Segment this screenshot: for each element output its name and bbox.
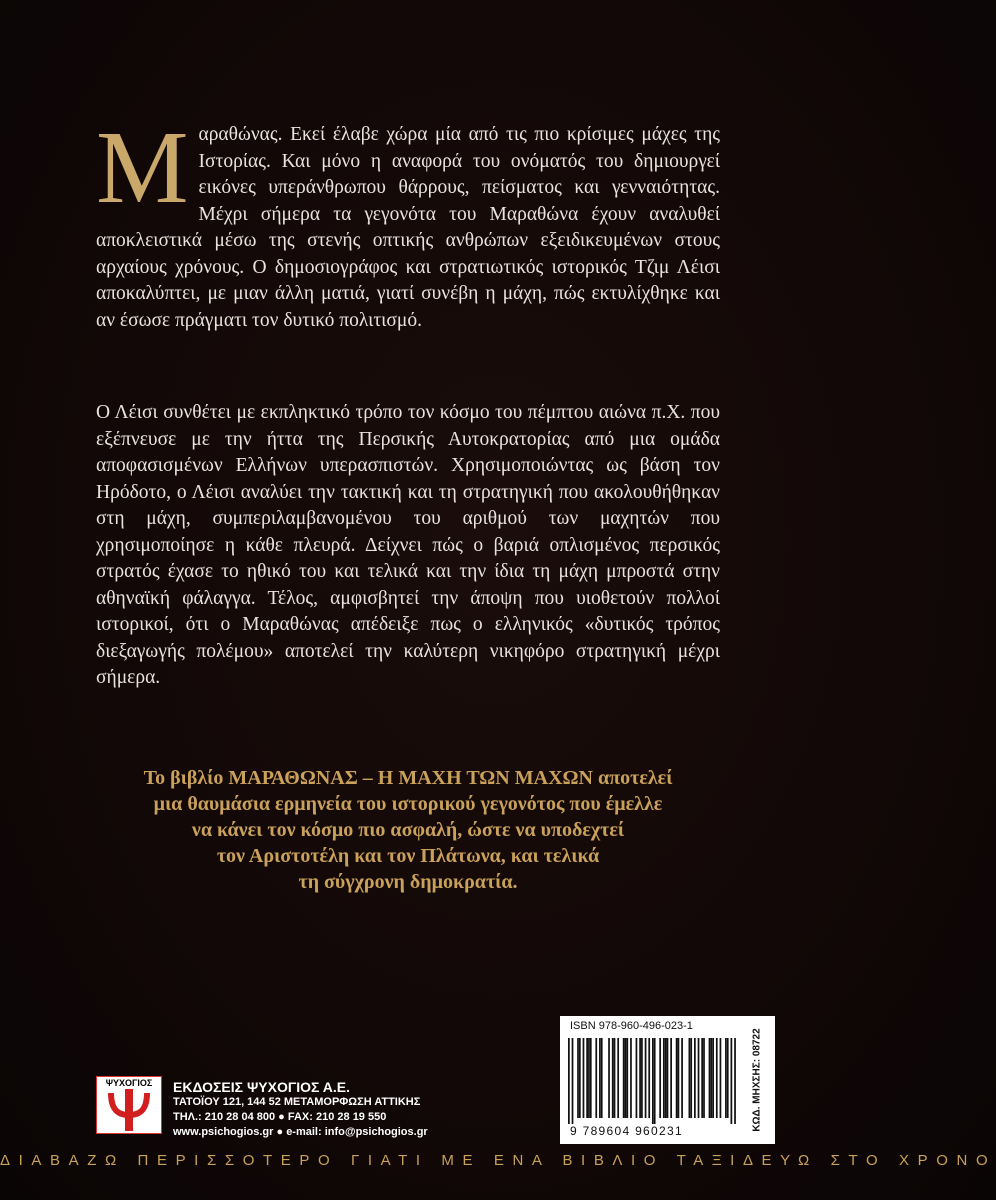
barcode-panel [560,1016,775,1144]
isbn-label: ISBN 978-960-496-023-1 [570,1020,693,1032]
series-tagline: ΔΙΑΒΑΖΩ ΠΕΡΙΣΣΟΤΕΡΟ ΓΙΑΤΙ ΜΕ ΕΝΑ ΒΙΒΛΙΟ ΤΑΞΙΔΕΥΩ ΣΤΟ ΧΡΟΝΟ [0,1152,996,1169]
product-code [744,1024,770,1136]
publisher-name: ΕΚΔΟΣΕΙΣ ΨΥΧΟΓΙΟΣ Α.Ε. [173,1079,351,1095]
highlight-line-1: Το βιβλίο ΜΑΡΑΘΩΝΑΣ – Η ΜΑΧΗ ΤΩΝ ΜΑΧΩΝ αποτελεί [143,767,673,789]
psi-icon [105,1089,153,1131]
publisher-logo [96,1076,162,1134]
highlight-line-3: να κάνει τον κόσμο πιο ασφαλή, ώστε να υποδεχτεί [191,819,625,841]
paragraph-1-text: αραθώνας. Εκεί έλαβε χώρα μία από τις πιο κρίσιμες μάχες της Ιστορίας. Και μόνο η αναφορά του ονόματός του δημιουργεί εικόνες υπεράνθρωπου θάρρους, πείσματος και γενναιότητας. Μέχρι σήμερα τα γεγονότα του Μαραθώνα έχουν αναλυθεί αποκλειστικά μέσω της στενής οπτικής ανθρώπων εξειδικευμένων στους αρχαίους χρόνους. Ο δημοσιογράφος και στρατιωτικός ιστορικός Τζιμ Λέισι αποκαλύπτει, με μιαν άλλη ματιά, γιατί συνέβη η μάχη, πώς εκτυλίχθηκε και αν έσωσε πράγματι τον δυτικό πολιτισμό. [96,124,720,331]
description-paragraph-1 [96,110,720,334]
barcode-icon [568,1038,736,1124]
logo-text: ΨΥΧΟΓΙΟΣ [105,1078,153,1088]
description-paragraph-2: Ο Λέισι συνθέτει με εκπληκτικό τρόπο τον κόσμο του πέμπτου αιώνα π.Χ. που εξέπνευσε με την ήττα της Περσικής Αυτοκρατορίας από μια ομάδα αποφασισμένων Ελλήνων υπερασπιστών. Χρησιμοποιώντας ως βάση τον Ηρόδοτο, ο Λέισι αναλύει την τακτική και τη στρατηγική που ακολουθήθηκαν στη μάχη, συμπεριλαμβανομένου του αριθμού των μαχητών που χρησιμοποίησε η κάθε πλευρά. Δείχνει πώς ο βαριά οπλισμένος περσικός στρατός έχασε το ηθικό του και τελικά και την ίδια τη μάχη μπροστά στην αθηναϊκή φάλαγγα. Τέλος, αμφισβητεί την άποψη που υιοθετούν πολλοί ιστορικοί, ότι ο Μαραθώνας απέδειξε πως ο ελληνικός «δυτικός τρόπος διεξαγωγής πολέμου» αποτελεί την καλύτερη νικηφόρο στρατηγική μέχρι σήμερα. [96,402,720,688]
product-code-text: ΚΩΔ. ΜΗΧΣΗΣ: 08722 [751,1028,763,1132]
barcode-number: 9 789604 960231 [570,1124,683,1138]
publisher-phone: ΤΗΛ.: 210 28 04 800 ● FAX: 210 28 19 550 [173,1111,387,1123]
publisher-web: www.psichogios.gr ● e-mail: info@psichogios.gr [173,1126,428,1138]
drop-cap: Μ [96,110,189,225]
highlight-line-4: τον Αριστοτέλη και τον Πλάτωνα, και τελικά [216,845,600,867]
highlight-line-2: μια θαυμάσια ερμηνεία του ιστορικού γεγονότος που έμελλε [153,793,663,815]
publisher-address: ΤΑΤΟΪΟΥ 121, 144 52 ΜΕΤΑΜΟΡΦΩΣΗ ΑΤΤΙΚΗΣ [173,1096,421,1108]
publisher-info [173,1079,428,1140]
highlight-line-5: τη σύγχρονη δημοκρατία. [298,871,518,893]
highlight-blurb [96,765,720,895]
